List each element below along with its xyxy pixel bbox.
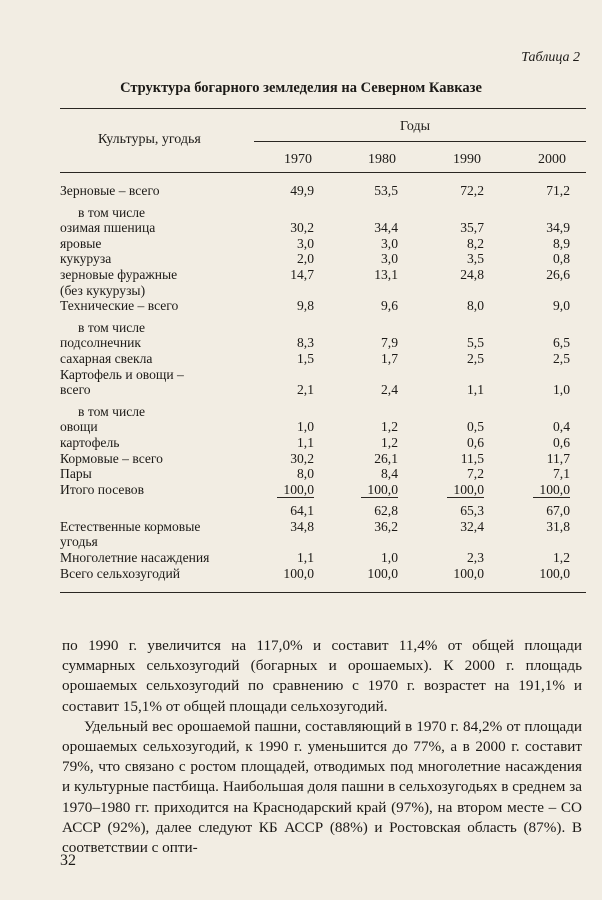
cell-2000: 11,7	[546, 450, 570, 466]
cell-2000: 100,0	[539, 565, 570, 581]
header-years-group: Годы	[400, 119, 430, 134]
row-label: овощи	[60, 419, 98, 435]
cell-1970: 2,1	[297, 382, 314, 398]
row-label: Пары	[60, 466, 92, 482]
table-row	[60, 419, 570, 435]
row-label: Картофель и овощи –	[60, 366, 184, 382]
header-year-1980: 1980	[368, 152, 396, 167]
cell-1980: 34,4	[374, 220, 398, 236]
table-row	[60, 220, 570, 236]
table-row	[60, 466, 570, 482]
cell-1970: 100,0	[283, 565, 314, 581]
cell-1980: 8,4	[381, 466, 398, 482]
cell-2000: 71,2	[546, 183, 570, 198]
cell-1970: 2,0	[297, 251, 314, 267]
header-year-1990: 1990	[453, 152, 481, 167]
cell-2000: 1,2	[553, 550, 570, 566]
cell-1990: 0,5	[467, 419, 484, 435]
cell-1990: 5,5	[467, 335, 484, 351]
cell-2000: 2,5	[553, 350, 570, 366]
cell-1990: 100,0	[447, 482, 484, 498]
header-label: Культуры, угодья	[98, 132, 201, 147]
cell-1990: 100,0	[453, 565, 484, 581]
row-label: подсолнечник	[60, 335, 141, 351]
table-row	[60, 351, 570, 367]
header-years-rule	[254, 141, 586, 142]
row-label: озимая пшеница	[60, 220, 156, 236]
row-label: зерновые фуражные	[60, 266, 178, 282]
cell-1970: 49,9	[290, 183, 314, 198]
row-label: Естественные кормовые	[60, 518, 201, 534]
table-row	[60, 503, 570, 519]
table-row	[60, 519, 570, 535]
table-row	[60, 335, 570, 351]
row-label: угодья	[60, 534, 98, 550]
cell-1970: 8,0	[297, 466, 314, 482]
cell-1990: 8,2	[467, 235, 484, 251]
cell-1990: 32,4	[460, 518, 484, 534]
cell-1980: 26,1	[374, 450, 398, 466]
cell-1980: 2,4	[381, 382, 398, 398]
cell-2000: 31,8	[546, 518, 570, 534]
table-row	[60, 566, 570, 582]
cell-2000: 0,8	[553, 251, 570, 267]
cell-2000: 67,0	[546, 503, 570, 519]
cell-1980: 100,0	[367, 565, 398, 581]
cell-2000: 7,1	[553, 466, 570, 482]
page-number: 32	[60, 852, 76, 869]
table-row	[60, 183, 570, 199]
cell-1980: 1,2	[381, 434, 398, 450]
paragraph-2: Удельный вес орошаемой пашни, составляющий в 1970 г. 84,2% от площади орошаемых сельхозугодий, к 1990 г. уменьшится до 77%, а в 2000 г. составит 79%, что связано с ростом площадей, отводимых под многолетние насаждения и культурные пастбища. Наибольшая доля пашни в сельхозугодьях в среднем за 1970–1980 гг. приходится на Краснодарский край (97%), на втором месте – СО АССР (92%), далее следуют КБ АССР (88%) и Ростовская область (87%). В соответствии с опти-	[62, 717, 582, 857]
row-label: в том числе	[78, 403, 146, 419]
cell-1980: 100,0	[361, 482, 398, 498]
cell-1980: 1,0	[381, 550, 398, 566]
cell-1990: 7,2	[467, 466, 484, 482]
table-row	[60, 251, 570, 267]
cell-1970: 30,2	[290, 220, 314, 236]
cell-1990: 72,2	[460, 183, 484, 198]
cell-1990: 35,7	[460, 220, 484, 236]
table-row	[60, 205, 570, 221]
header-year-2000: 2000	[538, 152, 566, 167]
cell-1990: 2,3	[467, 550, 484, 566]
row-label: Кормовые – всего	[60, 450, 163, 466]
table-row	[60, 482, 570, 498]
cell-1970: 1,0	[297, 419, 314, 435]
row-label: кукуруза	[60, 251, 112, 267]
body-text	[62, 636, 582, 858]
row-label: в том числе	[78, 204, 146, 220]
table-row	[60, 435, 570, 451]
table-row	[60, 451, 570, 467]
cell-2000: 8,9	[553, 235, 570, 251]
table-row	[60, 367, 570, 383]
table-row	[60, 404, 570, 420]
cell-1970: 3,0	[297, 235, 314, 251]
cell-2000: 100,0	[533, 482, 570, 498]
cell-2000: 1,0	[553, 382, 570, 398]
cell-1980: 7,9	[381, 335, 398, 351]
cell-1980: 62,8	[374, 503, 398, 519]
table-row	[60, 236, 570, 252]
row-label: Технические – всего	[60, 298, 179, 314]
cell-1970: 100,0	[277, 482, 314, 498]
row-label: всего	[60, 382, 91, 398]
table-row	[60, 382, 570, 398]
cell-1990: 65,3	[460, 503, 484, 519]
cell-1980: 3,0	[381, 251, 398, 267]
cell-1970: 14,7	[290, 266, 314, 282]
cell-1970: 1,5	[297, 350, 314, 366]
row-label: Зерновые – всего	[60, 183, 160, 198]
row-label: Итого посевов	[60, 481, 144, 497]
cell-2000: 6,5	[553, 335, 570, 351]
cell-1970: 64,1	[290, 503, 314, 519]
table-row	[60, 320, 570, 336]
cell-1970: 30,2	[290, 450, 314, 466]
table-row	[60, 534, 570, 550]
cell-1980: 36,2	[374, 518, 398, 534]
cell-1970: 8,3	[297, 335, 314, 351]
cell-1980: 3,0	[381, 235, 398, 251]
table-row	[60, 298, 570, 314]
table-top-rule	[60, 108, 586, 109]
table-row	[60, 267, 570, 283]
cell-1970: 1,1	[297, 550, 314, 566]
cell-1990: 3,5	[467, 251, 484, 267]
row-label: (без кукурузы)	[60, 282, 146, 298]
row-label: сахарная свекла	[60, 350, 153, 366]
cell-1990: 11,5	[460, 450, 484, 466]
cell-2000: 26,6	[546, 266, 570, 282]
row-label: Многолетние насаждения	[60, 550, 210, 566]
cell-1970: 9,8	[297, 298, 314, 314]
cell-2000: 0,4	[553, 419, 570, 435]
data-table	[60, 183, 570, 581]
table-bottom-rule	[60, 592, 586, 593]
cell-1990: 24,8	[460, 266, 484, 282]
cell-1980: 9,6	[381, 298, 398, 314]
cell-2000: 9,0	[553, 298, 570, 314]
cell-1990: 2,5	[467, 350, 484, 366]
table-caption: Таблица 2	[521, 50, 580, 65]
cell-1980: 1,2	[381, 419, 398, 435]
cell-1990: 1,1	[467, 382, 484, 398]
cell-1990: 8,0	[467, 298, 484, 314]
cell-2000: 0,6	[553, 434, 570, 450]
header-year-1970: 1970	[284, 152, 312, 167]
cell-2000: 34,9	[546, 220, 570, 236]
header-bottom-rule	[60, 172, 586, 173]
row-label: картофель	[60, 434, 120, 450]
cell-1970: 34,8	[290, 518, 314, 534]
cell-1980: 13,1	[374, 266, 398, 282]
table-row	[60, 283, 570, 299]
cell-1990: 0,6	[467, 434, 484, 450]
cell-1980: 1,7	[381, 350, 398, 366]
cell-1970: 1,1	[297, 434, 314, 450]
cell-1980: 53,5	[374, 183, 398, 198]
row-label: яровые	[60, 235, 102, 251]
paragraph-1: по 1990 г. увеличится на 117,0% и составит 11,4% от общей площади суммарных сельхозугодий (богарных и орошаемых). К 2000 г. площадь орошаемых сельхозугодий по сравнению с 1970 г. возрастет на 191,1% и составит 15,1% от общей площади сельхозугодий.	[62, 637, 582, 715]
row-label: в том числе	[78, 319, 146, 335]
table-title: Структура богарного земледелия на Северном Кавказе	[120, 80, 482, 96]
table-row	[60, 550, 570, 566]
row-label: Всего сельхозугодий	[60, 565, 181, 581]
